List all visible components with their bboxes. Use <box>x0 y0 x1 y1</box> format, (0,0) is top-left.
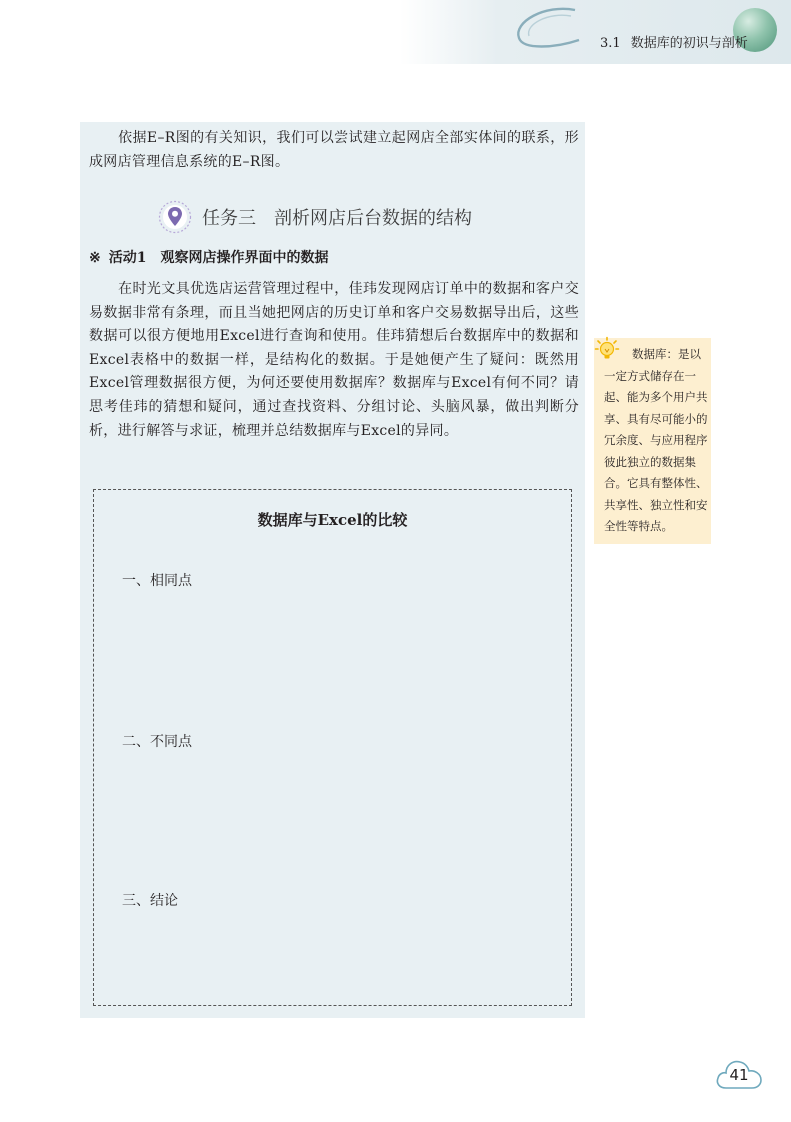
intro-paragraph-text: 依据E–R图的有关知识，我们可以尝试建立起网店全部实体间的联系，形成网店管理信息系统的E–R图。 <box>89 130 579 170</box>
activity-heading <box>89 247 328 267</box>
page-number: 41 <box>729 1066 749 1084</box>
task-title: 剖析网店后台数据的结构 <box>274 208 472 229</box>
section-number: 3.1 <box>600 36 621 51</box>
comparison-item-conclusion: 三、结论 <box>122 893 178 909</box>
task-heading <box>158 200 472 234</box>
comparison-item-similarities: 一、相同点 <box>122 573 192 589</box>
running-header <box>600 32 748 51</box>
body-paragraph <box>89 278 579 443</box>
comparison-item-differences: 二、不同点 <box>122 734 192 750</box>
body-paragraph-text: 在时光文具优选店运营管理过程中，佳玮发现网店订单中的数据和客户交易数据非常有条理，而且当她把网店的历史订单和客户交易数据导出后，这些数据可以很方便地用Excel进行查询和使用。佳玮猜想后台数据库中的数据和Excel表格中的数据一样，是结构化的数据。于是她便产生了疑问：既然用Excel管理数据很方便，为何还要使用数据库？数据库与Excel有何不同？请思考佳玮的猜想和疑问，通过查找资料、分组讨论、头脑风暴，做出判断分析，进行解答与求证，梳理并总结数据库与Excel的异同。 <box>89 281 579 439</box>
intro-paragraph <box>89 127 579 174</box>
activity-title: 观察网店操作界面中的数据 <box>160 250 329 266</box>
swoosh-icon <box>505 4 585 54</box>
task-label: 任务三 <box>202 208 256 229</box>
sidenote-definition: 数据库：是以一定方式储存在一起、能为多个用户共享、具有尽可能小的冗余度、与应用程序彼此独立的数据集合。它具有整体性、共享性、独立性和安全性等特点。 <box>604 347 708 533</box>
sidenote-text <box>604 344 712 538</box>
location-pin-icon <box>158 200 192 234</box>
reference-mark: ※ <box>89 250 101 266</box>
comparison-title: 数据库与Excel的比较 <box>257 511 408 529</box>
section-title: 数据库的初识与剖析 <box>630 36 748 51</box>
activity-label: 活动1 <box>108 250 147 266</box>
